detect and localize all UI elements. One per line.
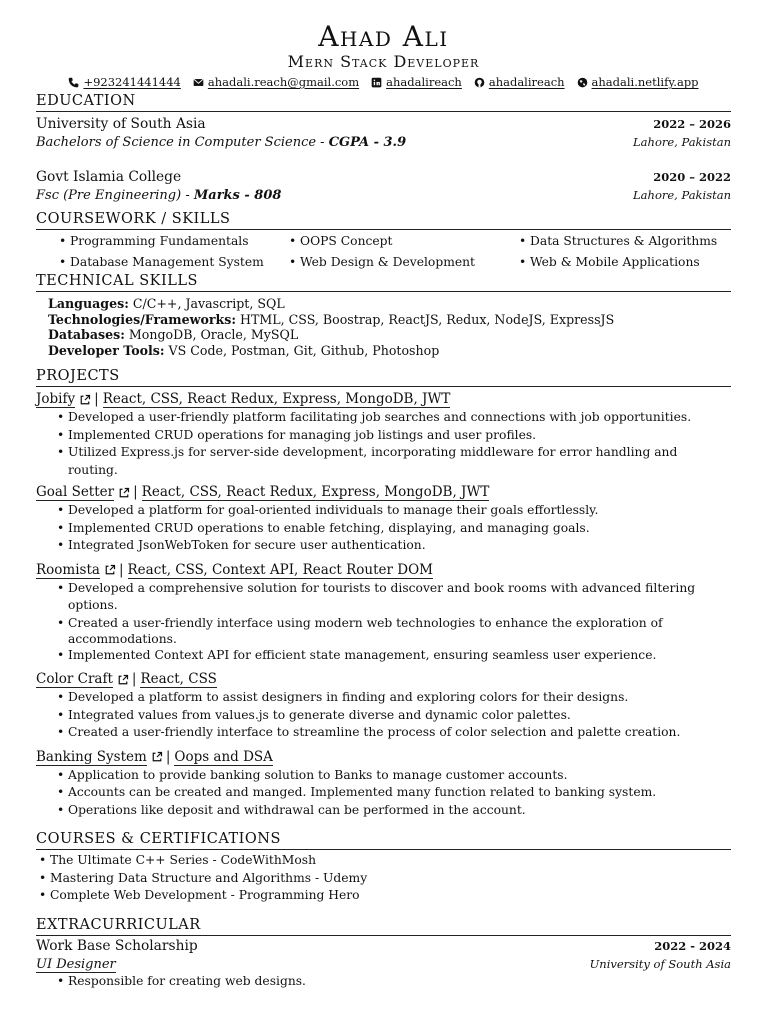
projects-heading: PROJECTS: [36, 368, 731, 387]
school-name: Govt Islamia College: [36, 169, 182, 185]
project-stack: React, CSS: [140, 671, 217, 687]
list-item: • Implemented Context API for efficient state management, ensuring seamless user experience.: [54, 647, 731, 665]
list-item: • Mastering Data Structure and Algorithms - Udemy: [36, 870, 731, 888]
skill-value: HTML, CSS, Boostrap, ReactJS, Redux, NodeJS, ExpressJS: [236, 311, 615, 327]
education-location: Lahore, Pakistan: [633, 188, 731, 202]
email-link[interactable]: ahadali.reach@gmail.com: [207, 75, 360, 89]
extracurricular-bullets: [54, 973, 731, 991]
extracurricular-place: University of South Asia: [589, 956, 731, 971]
external-link-icon[interactable]: [79, 394, 91, 406]
list-item: • Web & Mobile Applications: [516, 252, 746, 273]
list-item: • Database Management System: [56, 252, 286, 273]
skill-label: Languages:: [48, 296, 129, 311]
extracurricular-dates: 2022 - 2024: [654, 938, 731, 953]
list-item: • Integrated values from values.js to generate diverse and dynamic color palettes.: [54, 707, 731, 725]
skill-value: MongoDB, Oracle, MySQL: [124, 327, 299, 342]
project-name[interactable]: Jobify: [36, 391, 76, 407]
candidate-name: Ahad Ali: [318, 20, 449, 53]
project-stack: React, CSS, React Redux, Express, MongoDB, JWT: [141, 484, 490, 500]
skill-row: [48, 296, 731, 312]
extracurricular-heading: EXTRACURRICULAR: [36, 917, 731, 936]
contact-linkedin: [371, 75, 462, 90]
list-item: • Application to provide banking solution to Banks to manage customer accounts.: [54, 767, 731, 785]
resume-header: [36, 22, 731, 90]
list-item: • Responsible for creating web designs.: [54, 973, 731, 991]
education-dates: 2022 – 2026: [653, 117, 731, 131]
project-name[interactable]: Banking System: [36, 748, 147, 765]
skill-label: Technologies/Frameworks:: [48, 311, 236, 327]
list-item: • Developed a comprehensive solution for tourists to discover and book rooms with advanced filtering options.: [54, 580, 731, 615]
project-goal-setter: Goal Setter | React, CSS, React Redux, Express, MongoDB, JWT • Developed a platform for goal-oriented individuals to manage their goals effortlessly. • Implemented CRUD operations to enable fetching, displaying, and managing goals. • Integrated JsonWebToken for secure user authentication.: [36, 483, 731, 555]
list-item: • Implemented CRUD operations for managing job listings and user profiles.: [54, 427, 731, 445]
list-item: • Created a user-friendly interface using modern web technologies to enhance the exploration of accommodations.: [54, 615, 731, 647]
education-item: [36, 168, 731, 205]
project-color-craft: Color Craft | React, CSS • Developed a platform to assist designers in finding and exploring colors for their designs. • Integrated values from values.js to generate diverse and dynamic color palettes. • Created a user-friendly interface to streamline the process of color selection and palette creation.: [36, 670, 731, 742]
project-bullets: [54, 580, 731, 665]
github-link[interactable]: ahadalireach: [488, 75, 565, 89]
skill-row: [48, 312, 731, 328]
education-item: [36, 115, 731, 152]
contact-phone: [68, 75, 180, 90]
contact-website: [577, 75, 699, 90]
skill-label: Developer Tools:: [48, 342, 165, 358]
phone-link[interactable]: +923241441444: [83, 75, 181, 89]
list-item: • Accounts can be created and manged. Implemented many function related to banking system.: [54, 784, 731, 802]
skill-row: [48, 327, 731, 343]
list-item: • Developed a user-friendly platform facilitating job searches and connections with job opportunities.: [54, 409, 731, 427]
list-item: • Developed a platform to assist designers in finding and exploring colors for their designs.: [54, 689, 731, 707]
list-item: • OOPS Concept: [286, 231, 516, 252]
list-item: • Integrated JsonWebToken for secure user authentication.: [54, 537, 731, 555]
linkedin-link[interactable]: ahadalireach: [386, 75, 462, 89]
extracurricular-role: UI Designer: [36, 956, 116, 972]
degree-score: Marks - 808: [193, 188, 282, 203]
envelope-icon: [193, 77, 204, 88]
contact-github: [474, 75, 565, 90]
list-item: • Programming Fundamentals: [56, 231, 286, 252]
list-item: • Implemented CRUD operations to enable fetching, displaying, and managing goals.: [54, 520, 731, 538]
project-bullets: [54, 502, 731, 555]
list-item: • Complete Web Development - Programming Hero: [36, 887, 731, 905]
coursework-heading: COURSEWORK / SKILLS: [36, 211, 731, 230]
technical-skills: [48, 296, 731, 358]
project-name[interactable]: Goal Setter: [36, 484, 115, 500]
courses-heading: COURSES & CERTIFICATIONS: [36, 831, 731, 850]
school-name: University of South Asia: [36, 116, 206, 132]
list-item: • Developed a platform for goal-oriented individuals to manage their goals effortlessly.: [54, 502, 731, 520]
coursework-list: [56, 231, 731, 273]
resume-page: [36, 0, 731, 990]
skill-value: C/C++, Javascript, SQL: [128, 296, 285, 311]
external-link-icon[interactable]: [117, 674, 129, 686]
project-name[interactable]: Roomista: [36, 561, 100, 578]
skill-label: Databases:: [48, 327, 125, 342]
skill-value: VS Code, Postman, Git, Github, Photoshop: [164, 342, 440, 358]
degree-name: Bachelors of Science in Computer Science -: [36, 135, 329, 150]
list-item: • Operations like deposit and withdrawal can be performed in the account.: [54, 802, 731, 820]
project-banking-system: Banking System | Oops and DSA • Application to provide banking solution to Banks to manage customer accounts. • Accounts can be created and manged. Implemented many function related to banking system. • Operations like deposit and withdrawal can be performed in the account.: [36, 748, 731, 820]
project-jobify: Jobify | React, CSS, React Redux, Express, MongoDB, JWT • Developed a user-friendly platform facilitating job searches and connections with job opportunities. • Implemented CRUD operations for managing job listings and user profiles. • Utilized Express.js for server-side development, incorporating middleware for error handling and routing.: [36, 390, 731, 479]
extracurricular-item: [36, 937, 731, 991]
candidate-role: Mern Stack Developer: [287, 52, 480, 71]
list-item: • Utilized Express.js for server-side development, incorporating middleware for error handling and routing.: [54, 444, 731, 479]
skill-row: [48, 343, 731, 359]
project-bullets: [54, 767, 731, 820]
project-bullets: [54, 689, 731, 742]
education-heading: EDUCATION: [36, 93, 731, 112]
list-item: • Web Design & Development: [286, 252, 516, 273]
courses-list: [36, 852, 731, 905]
project-stack: React, CSS, React Redux, Express, MongoDB, JWT: [102, 391, 451, 407]
github-icon: [474, 77, 485, 88]
project-stack: Oops and DSA: [174, 748, 273, 765]
education-location: Lahore, Pakistan: [633, 135, 731, 149]
list-item: • The Ultimate C++ Series - CodeWithMosh: [36, 852, 731, 870]
globe-icon: [577, 77, 588, 88]
external-link-icon[interactable]: [104, 564, 116, 576]
organization-name: Work Base Scholarship: [36, 937, 198, 954]
contact-email: [193, 75, 359, 90]
project-name[interactable]: Color Craft: [36, 671, 113, 687]
project-stack: React, CSS, Context API, React Router DOM: [127, 561, 433, 578]
list-item: • Created a user-friendly interface to streamline the process of color selection and palette creation.: [54, 724, 731, 742]
external-link-icon[interactable]: [151, 751, 163, 763]
linkedin-icon: [371, 77, 382, 88]
phone-icon: [68, 77, 79, 88]
project-bullets: [54, 409, 731, 479]
technical-heading: TECHNICAL SKILLS: [36, 273, 731, 292]
website-link[interactable]: ahadali.netlify.app: [591, 75, 699, 89]
external-link-icon[interactable]: [118, 487, 130, 499]
contact-bar: [36, 75, 731, 90]
education-dates: 2020 – 2022: [653, 170, 731, 184]
project-roomista: Roomista | React, CSS, Context API, React Router DOM • Developed a comprehensive solution for tourists to discover and book rooms with advanced filtering options. • Created a user-friendly interface using modern web technologies to enhance the exploration of accommodations. • Implemented Context API for efficient state management, ensuring seamless user experience.: [36, 561, 731, 665]
degree-score: CGPA - 3.9: [328, 135, 407, 150]
degree-name: Fsc (Pre Engineering) -: [36, 188, 194, 203]
list-item: • Data Structures & Algorithms: [516, 231, 746, 252]
